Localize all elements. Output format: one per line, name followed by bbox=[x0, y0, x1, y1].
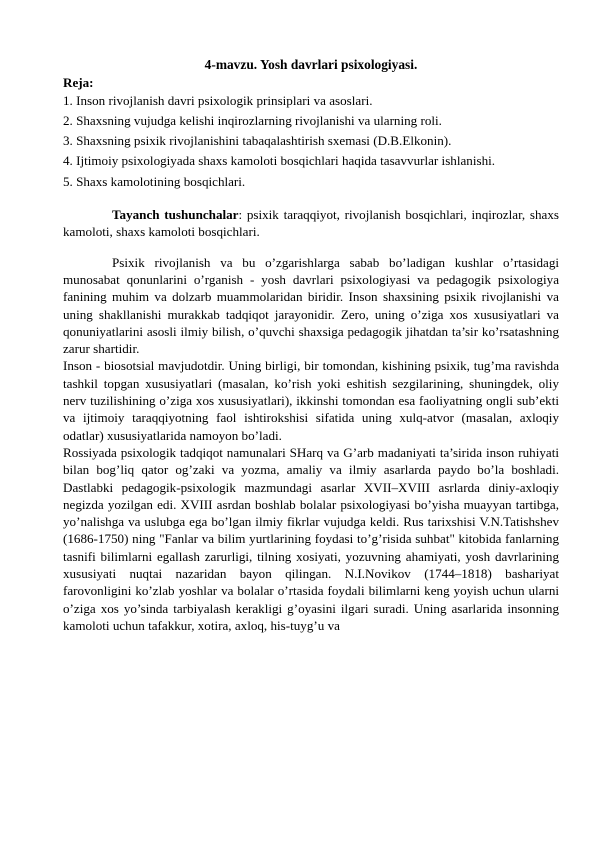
plan-item: 1. Inson rivojlanish davri psixologik prinsiplari va asoslari. bbox=[63, 92, 373, 108]
body-paragraph: Inson - biosotsial mavjudotdir. Uning birligi, bir tomondan, kishining psixik, tug’ma ravishda tashkil topgan xususiyatlari (masalan, ko’rish yoki eshitish sezgilarining, shuningdek, oliy nerv tuzilishining o’ziga xos xususiyatlari), ikkinshi tomondan esa faoliyatning ongli sub’ekti va ijtimoiy taraqqiyotning faol ishtirokshisi sifatida uning xulq-atvor (masalan, axloqiy odatlar) xususiyatlarida namoyon bo’ladi. bbox=[63, 358, 559, 443]
keywords-text: : psixik taraqqiyot, rivojlanish bosqichlari, inqirozlar, shaxs kamoloti, shaxs kamoloti bosqichlari. bbox=[63, 207, 559, 240]
spacer bbox=[63, 241, 559, 254]
body-paragraph: Psixik rivojlanish va bu o’zgarishlarga sabab bo’ladigan kushlar o’rtasidagi munosabat qonunlarini o’rganish - yosh davrlari psixologiyasi va pedagogik psixologiya fanining muhim va dolzarb muammolaridan biridir. Inson shaxsining psixik rivojlanishi va uning shakllanishi murakkab tadqiqot jarayonidir. Zero, uning o’ziga xos xususiyatlari va qonuniyatlarini asosli ilmiy bilish, o’quvchi shaxsiga pedagogik jihatdan ta’sir ko’rsatashning zarur shartidir. bbox=[63, 254, 559, 357]
plan-item: 4. Ijtimoiy psixologiyada shaxs kamoloti bosqichlari haqida tasavvurlar ishlanishi. bbox=[63, 153, 496, 169]
plan-label: Reja: bbox=[63, 75, 94, 91]
spacer bbox=[63, 193, 559, 206]
document-title: 4-mavzu. Yosh davrlari psixologiyasi. bbox=[204, 57, 418, 72]
plan-list bbox=[63, 92, 559, 190]
body-paragraph: Rossiyada psixologik tadqiqot namunalari SHarq va G’arb madaniyati ta’sirida inson ruhiyati bilan bog’liq qator og’zaki va yozma, amaliy va ilmiy asarlarda paydo bo’la boshladi. Dastlabki pedagogik-psixologik mazmundagi asarlar XVII–XVIII asrlarda diniy-axloqiy negizda yozilgan edi. XVIII asrdan boshlab bolalar psixologiyasi bo’yisha muayyan tartibga, yo’nalishga va uslubga ega bo’lgan ilmiy fikrlar vujudga keldi. Rus tarixshisi V.N.Tatishshev (1686-1750) ning "Fanlar va bilim yurtlarining foydasi to’g’risida suhbat" kitobida fanlarning tasnifi bilimlarni egallash zarurligi, tilning xosiyati, yozuvning ahamiyati, yosh davrlarining xususiyati nuqtai nazaridan bayon qilingan. N.I.Novikov (1744–1818) bashariyat farovonligini ko’zlab yoshlar va bolalar o’rtasida foydali bilimlarni keng yoyish uchun ularni o’ziga xos yo’sinda tarbiyalash kerakligi g’oyasini ilgari suradi. Uning asarlarida insonning kamoloti uchun tafakkur, xotira, axloq, his-tuyg’u va bbox=[63, 444, 559, 633]
plan-item: 5. Shaxs kamolotining bosqichlari. bbox=[63, 173, 246, 189]
document-page bbox=[63, 56, 559, 634]
keywords-paragraph bbox=[63, 206, 559, 241]
plan-item: 3. Shaxsning psixik rivojlanishini tabaqalashtirish sxemasi (D.B.Elkonin). bbox=[63, 133, 452, 149]
plan-item: 2. Shaxsning vujudga kelishi inqirozlarning rivojlanishi va ularning roli. bbox=[63, 112, 442, 128]
keywords-label: Tayanch tushunchalar bbox=[112, 207, 239, 223]
